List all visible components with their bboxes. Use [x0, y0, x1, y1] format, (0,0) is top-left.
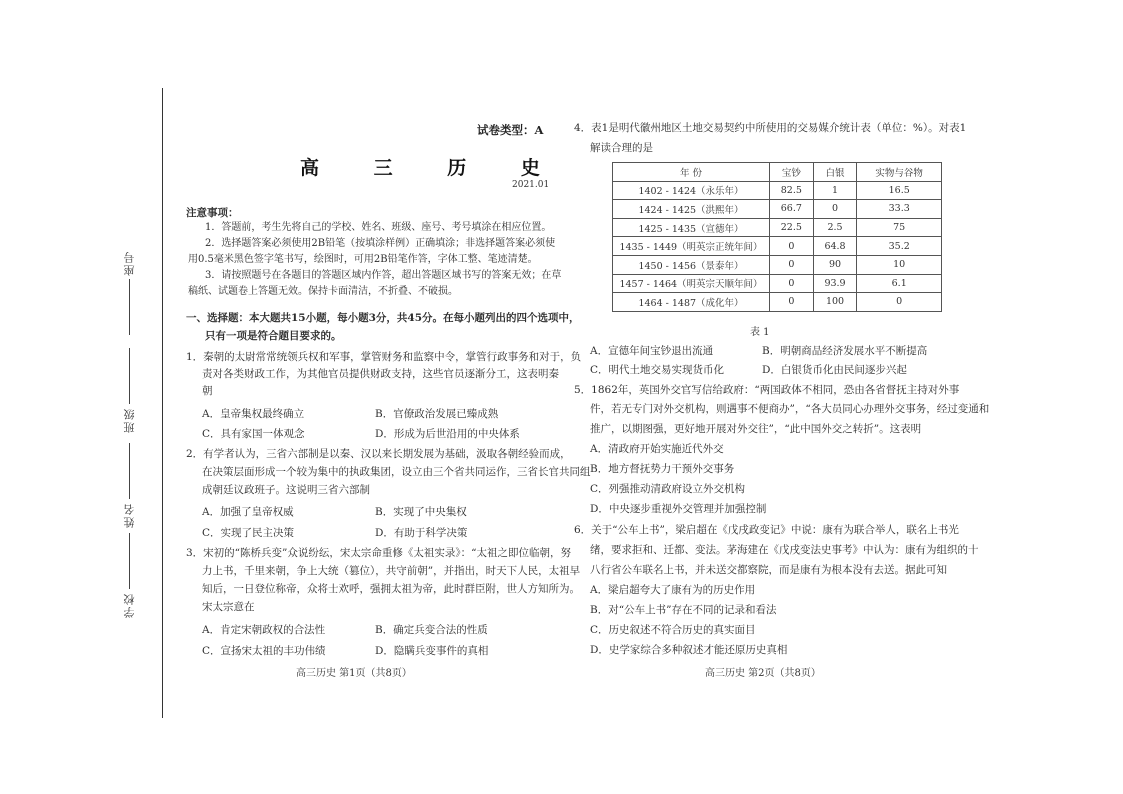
- table-header-row: [613, 163, 942, 182]
- table-cell: 93.9: [813, 274, 857, 293]
- binding-margin-line: [162, 88, 164, 718]
- name-field: [118, 440, 142, 528]
- q6-stem-line: 6．关于“公车上书”，梁启超在《戊戌政变记》中说：康有为联合举人，联名上书光: [574, 524, 959, 536]
- q6-option-c: C．历史叙述不符合历史的真实面目: [590, 624, 756, 636]
- page-title: 高 三 历 史: [300, 157, 564, 179]
- q3-option-a: A．肯定宋朝政权的合法性: [202, 624, 326, 636]
- table-header-cell: 年 份: [613, 163, 770, 182]
- q3-stem-line: 宋太宗意在: [202, 601, 255, 613]
- q6-stem-line: 绪，要求拒和、迁都、变法。茅海建在《戊戌变法史事考》中认为：康有为组织的十: [590, 544, 979, 556]
- seat-label: 座号: [123, 250, 136, 276]
- table-cell: 0: [770, 274, 814, 293]
- note-item: 2．选择题答案必须使用2B铅笔（按填涂样例）正确填涂；非选择题答案必须使: [205, 238, 556, 249]
- class-field: [118, 345, 142, 433]
- seat-field: [118, 250, 142, 338]
- table-row: [613, 218, 942, 237]
- q6-option-a: A．梁启超夸大了康有为的历史作用: [590, 584, 756, 596]
- page-footer-right: 高三历史 第2页（共8页）: [705, 668, 821, 679]
- q4-option-b: B．明朝商品经济发展水平不断提高: [762, 345, 928, 357]
- table-cell: 75: [857, 218, 942, 237]
- table-cell: 22.5: [770, 218, 814, 237]
- name-label: 姓名: [123, 502, 136, 528]
- table-cell: 33.3: [857, 200, 942, 219]
- table-row: [613, 255, 942, 274]
- table-cell-period: 1402 - 1424（永乐年）: [613, 181, 770, 200]
- school-label: 学校: [123, 592, 136, 618]
- table-cell-period: 1464 - 1487（成化年）: [613, 293, 770, 312]
- table-cell: 0: [813, 200, 857, 219]
- table-cell: 0: [770, 255, 814, 274]
- table-cell-period: 1450 - 1456（景泰年）: [613, 255, 770, 274]
- q5-stem-line: 推广，以期图强，更好地开展对外交往”，“此中国外交之转折”。这表明: [590, 423, 922, 435]
- notes-heading: 注意事项：: [186, 207, 239, 219]
- table-cell: 100: [813, 293, 857, 312]
- note-item: 稿纸、试题卷上答题无效。保持卡面清洁，不折叠、不破损。: [188, 286, 458, 297]
- table-cell: 35.2: [857, 237, 942, 256]
- q2-stem-line: 在决策层面形成一个较为集中的执政集团，设立由三个省共同运作，三省长官共同组: [202, 466, 591, 478]
- name-blank-line: [129, 443, 131, 499]
- school-field: [118, 530, 142, 618]
- q1-option-d: D．形成为后世沿用的中央体系: [375, 428, 520, 440]
- class-label: 班级: [123, 407, 136, 433]
- q2-stem-line: 2．有学者认为，三省六部制是以秦、汉以来长期发展为基础，汲取各朝经验而成，: [186, 448, 571, 460]
- table-cell: 82.5: [770, 181, 814, 200]
- section-heading-line1: 一、选择题：本大题共15小题，每小题3分，共45分。在每小题列出的四个选项中，: [186, 312, 580, 324]
- table-cell: 0: [857, 293, 942, 312]
- table-row: [613, 293, 942, 312]
- q3-stem-line: 力上书，千里来朝，争上大统（篡位），共守前朝”，并指出，时天下人民，太祖早: [202, 565, 581, 577]
- table-cell: 6.1: [857, 274, 942, 293]
- table-header-cell: 宝钞: [770, 163, 814, 182]
- q6-option-b: B．对“公车上书”存在不同的记录和看法: [590, 604, 777, 616]
- q5-option-d: D．中央逐步重视外交管理并加强控制: [590, 503, 767, 515]
- transaction-media-table: [612, 162, 942, 312]
- table-header-cell: 白银: [813, 163, 857, 182]
- table-cell-period: 1435 - 1449（明英宗正统年间）: [613, 237, 770, 256]
- paper-type: 试卷类型：A: [477, 123, 544, 137]
- section-heading-line2: 只有一项是符合题目要求的。: [205, 330, 342, 342]
- table-caption: 表 1: [750, 327, 770, 338]
- table-cell: 2.5: [813, 218, 857, 237]
- page-footer-left: 高三历史 第1页（共8页）: [296, 668, 412, 679]
- q1-option-a: A．皇帝集权最终确立: [202, 408, 305, 420]
- exam-date: 2021.01: [512, 180, 550, 190]
- q4-option-a: A．宣德年间宝钞退出流通: [590, 345, 714, 357]
- note-item: 3．请按照题号在各题目的答题区域内作答，超出答题区域书写的答案无效；在草: [205, 270, 562, 281]
- table-cell: 1: [813, 181, 857, 200]
- table-row: [613, 237, 942, 256]
- q1-stem-line: 1．秦朝的太尉常常统领兵权和军事，掌管财务和监察中令，掌管行政事务和对于，负: [186, 351, 582, 363]
- table-row: [613, 274, 942, 293]
- q1-stem-line: 朝: [202, 385, 213, 397]
- table-row: [613, 200, 942, 219]
- table-cell: 0: [770, 293, 814, 312]
- q6-option-d: D．史学家综合多种叙述才能还原历史真相: [590, 644, 788, 656]
- q6-stem-line: 八行省公车联名上书，并未送交都察院，而是康有为根本没有去送。据此可知: [590, 564, 947, 576]
- school-blank-line: [129, 533, 131, 589]
- table-cell: 16.5: [857, 181, 942, 200]
- q4-stem-line: 解读合理的是: [590, 142, 653, 154]
- q4-option-c: C．明代土地交易实现货币化: [590, 364, 725, 376]
- table-row: [613, 181, 942, 200]
- q3-option-b: B．确定兵变合法的性质: [375, 624, 488, 636]
- q5-stem-line: 件，若无专门对外交机构，则遇事不便商办”，“各大员同心办理外交事务，经过变通和: [590, 403, 990, 415]
- q1-stem-line: 责对各类财政工作，为其他官员提供财政支持，这些官员逐渐分工，这表明秦: [202, 368, 559, 380]
- q5-stem-line: 5．1862年，英国外交官写信给政府：“两国政体不相同，恐由各省督抚主持对外事: [574, 384, 960, 396]
- q3-option-d: D．隐瞒兵变事件的真相: [375, 645, 489, 657]
- table-cell: 0: [770, 237, 814, 256]
- table-cell-period: 1425 - 1435（宣德年）: [613, 218, 770, 237]
- q5-option-c: C．列强推动清政府设立外交机构: [590, 483, 746, 495]
- table-cell: 66.7: [770, 200, 814, 219]
- table-cell-period: 1424 - 1425（洪熙年）: [613, 200, 770, 219]
- class-blank-line: [129, 348, 131, 404]
- table-cell: 10: [857, 255, 942, 274]
- q2-option-a: A．加强了皇帝权威: [202, 506, 294, 518]
- table-cell: 64.8: [813, 237, 857, 256]
- note-item: 1．答题前，考生先将自己的学校、姓名、班级、座号、考号填涂在相应位置。: [205, 222, 552, 233]
- q2-option-c: C．实现了民主决策: [202, 527, 295, 539]
- q2-stem-line: 成朝廷议政班子。这说明三省六部制: [202, 484, 370, 496]
- q2-option-b: B．实现了中央集权: [375, 506, 467, 518]
- q5-option-a: A．清政府开始实施近代外交: [590, 443, 724, 455]
- q5-option-b: B．地方督抚势力干预外交事务: [590, 463, 735, 475]
- table-header-cell: 实物与谷物: [857, 163, 942, 182]
- q2-option-d: D．有助于科学决策: [375, 527, 468, 539]
- seat-blank-line: [129, 279, 131, 335]
- note-item: 用0.5毫米黑色签字笔书写，绘图时，可用2B铅笔作答，字体工整、笔迹清楚。: [188, 254, 538, 265]
- q3-stem-line: 知后，一日登位称帝，众将士欢呼，强拥太祖为帝，此时群臣附，世人方知所为。: [202, 583, 580, 595]
- q1-option-b: B．官僚政治发展已臻成熟: [375, 408, 499, 420]
- q3-stem-line: 3．宋初的“陈桥兵变”众说纷纭，宋太宗命重修《太祖实录》：“太祖之即位临朝，努: [186, 547, 572, 559]
- table-cell-period: 1457 - 1464（明英宗天顺年间）: [613, 274, 770, 293]
- q4-stem-line: 4．表1是明代徽州地区土地交易契约中所使用的交易媒介统计表（单位：%）。对表1: [574, 122, 967, 134]
- q4-option-d: D．白银货币化由民间逐步兴起: [762, 364, 907, 376]
- table-cell: 90: [813, 255, 857, 274]
- q3-option-c: C．宣扬宋太祖的丰功伟绩: [202, 645, 326, 657]
- q1-option-c: C．具有家国一体观念: [202, 428, 305, 440]
